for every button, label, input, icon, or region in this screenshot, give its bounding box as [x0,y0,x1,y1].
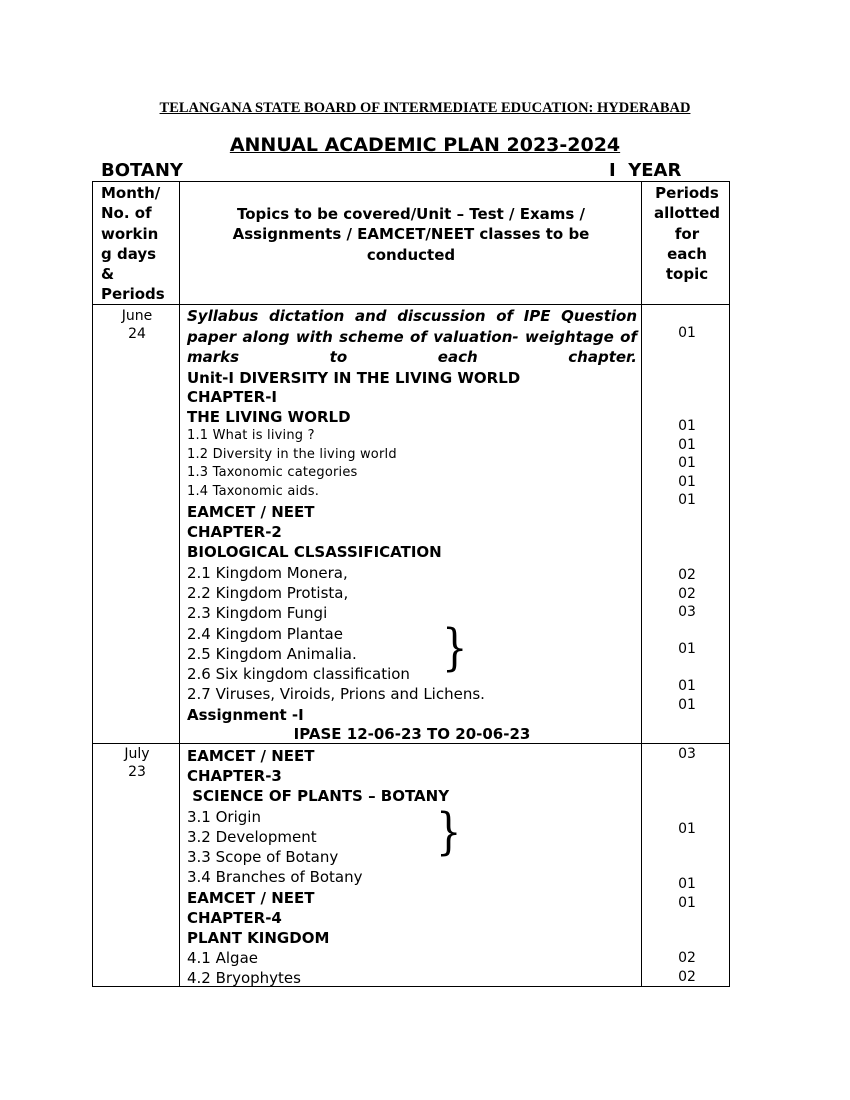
period-value: 03 [678,604,696,620]
document-title: ANNUAL ACADEMIC PLAN 2023-2024 [229,134,621,156]
topic-item: 2.1 Kingdom Monera, [187,564,348,582]
period-value: 01 [678,876,696,892]
academic-plan-table [92,181,730,987]
unit-heading: Unit-I DIVERSITY IN THE LIVING WORLD [187,369,521,387]
month-july: July 23 [124,746,150,780]
period-value: 01 [678,436,696,453]
period-value: 01 [678,641,696,657]
topic-item: 2.7 Viruses, Viroids, Prions and Lichens. [187,685,485,703]
topic-item: 3.2 Development [187,828,317,846]
eamcet-neet-label: EAMCET / NEET [187,889,315,907]
grouping-brace: } [442,619,468,677]
period-value: 02 [678,950,696,966]
chapter-heading: CHAPTER-I [187,388,277,406]
period-value: 01 [678,325,696,341]
month-june: June 24 [121,308,153,342]
period-value: 01 [678,895,696,911]
chapter-heading: CHAPTER-2 [187,523,282,541]
june-intro-text: Syllabus dictation and discussion of IPE Question paper along with scheme of valuation- weightage of marks to each chapter. [187,307,637,367]
chapter-title: THE LIVING WORLD [187,408,351,426]
eamcet-neet-label: EAMCET / NEET [187,747,315,765]
topic-item: 2.4 Kingdom Plantae [187,625,343,643]
row-divider [93,304,729,305]
chapter-heading: CHAPTER-4 [187,909,282,927]
topic-item: 3.3 Scope of Botany [187,848,339,866]
period-value: 03 [678,746,696,762]
column-divider [641,182,642,986]
grouping-brace: } [436,803,462,861]
period-value: 02 [678,969,696,985]
header-topics: Topics to be covered/Unit – Test / Exams / Assignments / EAMCET/NEET classes to be conducted [232,205,590,264]
period-value: 01 [678,492,696,508]
subject-label: BOTANY [101,160,183,181]
topic-item: 2.5 Kingdom Animalia. [187,645,357,663]
period-value: 02 [678,585,696,602]
header-month: Month/ No. of workin g days & Periods [101,184,165,304]
eamcet-neet-label: EAMCET / NEET [187,503,315,521]
period-value: 02 [678,567,696,583]
topic-item: 2.3 Kingdom Fungi [187,604,328,622]
chapter-title: BIOLOGICAL CLSASSIFICATION [187,543,442,561]
topic-item: 4.1 Algae [187,949,258,967]
chapter-heading: CHAPTER-3 [187,767,282,785]
period-value: 01 [678,455,696,471]
period-value: 01 [678,678,696,694]
ipase-exam-dates: IPASE 12-06-23 TO 20-06-23 [293,725,531,743]
column-divider [179,182,180,986]
period-value: 01 [678,697,696,713]
chapter-title: SCIENCE OF PLANTS – BOTANY [187,787,450,805]
topic-item: 3.1 Origin [187,808,261,826]
topic-item: 1.2 Diversity in the living world [187,446,397,462]
assignment-label: Assignment -I [187,706,304,724]
period-value: 01 [678,418,696,434]
topic-item: 1.4 Taxonomic aids. [187,483,320,499]
topic-item: 2.2 Kingdom Protista, [187,584,349,602]
year-label: I YEAR [609,160,682,181]
board-heading: TELANGANA STATE BOARD OF INTERMEDIATE EDUCATION: HYDERABAD [159,100,691,116]
topic-item: 1.1 What is living ? [187,428,315,443]
header-periods: Periods allotted for each topic [654,184,720,284]
period-value: 01 [678,821,696,837]
topic-item: 3.4 Branches of Botany [187,868,363,886]
topic-item: 2.6 Six kingdom classification [187,665,410,683]
chapter-title: PLANT KINGDOM [187,929,330,947]
topic-item: 4.2 Bryophytes [187,969,301,987]
period-value: 01 [678,473,696,490]
topic-item: 1.3 Taxonomic categories [187,465,358,480]
